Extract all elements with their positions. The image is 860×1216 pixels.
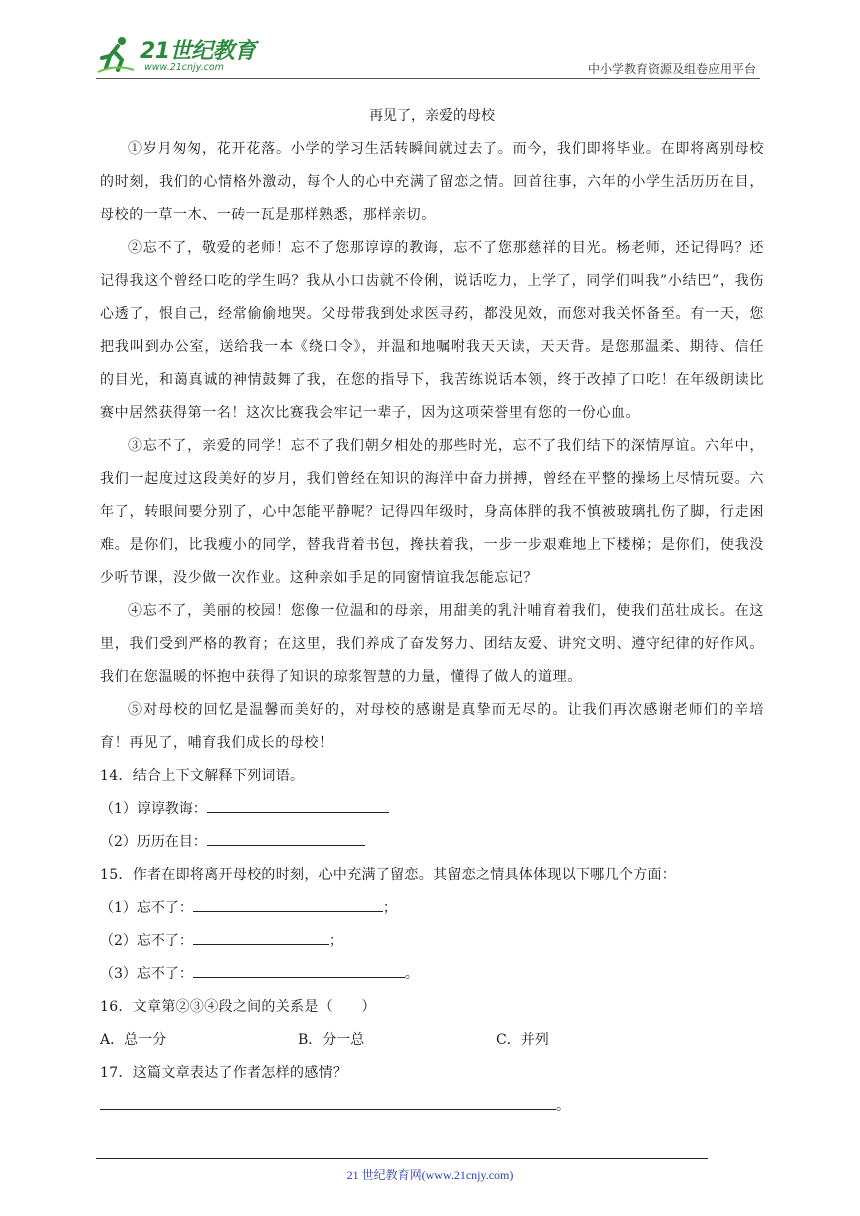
question-17-answer [100,1090,764,1123]
option-a[interactable]: A．总一分 [100,1032,167,1048]
answer-blank[interactable] [193,928,329,945]
item-end-mark: ； [382,900,397,916]
question-17-stem: 17．这篇文章表达了作者怎样的感情？ [100,1065,348,1081]
footer-divider [96,1158,708,1159]
question-14-item-2-label: （2）历历在目： [100,834,207,850]
article-paragraph-4: ④忘不了，美丽的校园！您像一位温和的母亲，用甜美的乳汁哺育着我们，使我们茁壮成长。在这里，我们受到严格的教育；在这里，我们养成了奋发努力、团结友爱、讲究文明、遵守纪律的好作风。我们在您温暖的怀抱中获得了知识的琼浆智慧的力量，懂得了做人的道理。 [100,603,764,685]
article-paragraph-5: ⑤对母校的回忆是温馨而美好的，对母校的感谢是真挚而无尽的。让我们再次感谢老师们的辛培育！再见了，哺育我们成长的母校！ [100,702,764,751]
question-14-stem: 14．结合上下文解释下列词语。 [100,768,305,784]
platform-name: 中小学教育资源及组卷应用平台 [587,62,756,76]
page-footer[interactable]: 21 世纪教育网(www.21cnjy.com) [346,1168,514,1182]
article-title: 再见了，亲爱的母校 [369,108,495,124]
question-14-item-2 [100,826,764,859]
page-header [96,28,760,78]
article-paragraph-1: ①岁月匆匆，花开花落。小学的学习生活转瞬间就过去了。而今，我们即将毕业。在即将离别母校的时刻，我们的心情格外激动，每个人的心中充满了留恋之情。回首往事，六年的小学生活历历在目，母校的一草一木、一砖一瓦是那样熟悉，那样亲切。 [100,141,764,223]
answer-blank[interactable] [193,895,383,912]
answer-blank[interactable] [207,829,365,846]
item-end-mark: ； [328,933,343,949]
question-15-item-1-label: （1）忘不了： [100,900,193,916]
question-16-options [100,1024,764,1057]
article-paragraph-2: ②忘不了，敬爱的老师！忘不了您那谆谆的教诲，忘不了您那慈祥的目光。杨老师，还记得吗？还记得我这个曾经口吃的学生吗？我从小口齿就不伶俐，说话吃力，上学了，同学们叫我”小结巴”，我伤心透了，恨自己，经常偷偷地哭。父母带我到处求医寻药，都没见效，而您对我关怀备至。有一天，您把我叫到办公室，送给我一本《绕口令》，并温和地嘱咐我天天读，天天背。是您那温柔、期待、信任的目光，和蔼真诚的神情鼓舞了我，在您的指导下，我苦练说话本领，终于改掉了口吃！在年级朗读比赛中居然获得第一名！这次比赛我会牢记一辈子，因为这项荣誉里有您的一份心血。 [100,240,764,421]
answer-blank[interactable] [207,796,389,813]
article-paragraph-3: ③忘不了，亲爱的同学！忘不了我们朝夕相处的那些时光，忘不了我们结下的深情厚谊。六年中，我们一起度过这段美好的岁月，我们曾经在知识的海洋中奋力拼搏，曾经在平整的操场上尽情玩耍。六年了，转眼间要分别了，心中怎能平静呢？记得四年级时，身高体胖的我不慎被玻璃扎伤了脚，行走困难。是你们，比我瘦小的同学，替我背着书包，搀扶着我，一步一步艰难地上下楼梯；是你们，使我没少听节课，没少做一次作业。这种亲如手足的同窗情谊我怎能忘记？ [100,438,764,586]
site-logo[interactable] [96,28,266,78]
logo-url: www.21cnjy.com [144,62,224,73]
answer-blank[interactable] [100,1093,556,1110]
answer-end-mark: 。 [556,1098,570,1114]
question-14-item-1-label: （1）谆谆教诲： [100,801,207,817]
answer-blank[interactable] [193,961,405,978]
question-16-stem: 16．文章第②③④段之间的关系是（ ） [100,999,376,1015]
running-figure-icon [96,34,136,74]
header-divider [96,78,760,79]
question-15-item-2-label: （2）忘不了： [100,933,193,949]
question-14-item-1 [100,793,764,826]
question-15-item-3 [100,958,764,991]
option-c[interactable]: C．并列 [496,1032,549,1048]
exam-content [100,100,764,1123]
question-15-item-1 [100,892,764,925]
item-end-mark: 。 [404,966,419,982]
question-15-item-3-label: （3）忘不了： [100,966,193,982]
option-b[interactable]: B．分一总 [298,1032,365,1048]
question-15-stem: 15．作者在即将离开母校的时刻，心中充满了留恋。其留恋之情具体体现以下哪几个方面： [100,867,677,883]
logo-text: 21世纪教育 [140,39,256,64]
question-15-item-2 [100,925,764,958]
